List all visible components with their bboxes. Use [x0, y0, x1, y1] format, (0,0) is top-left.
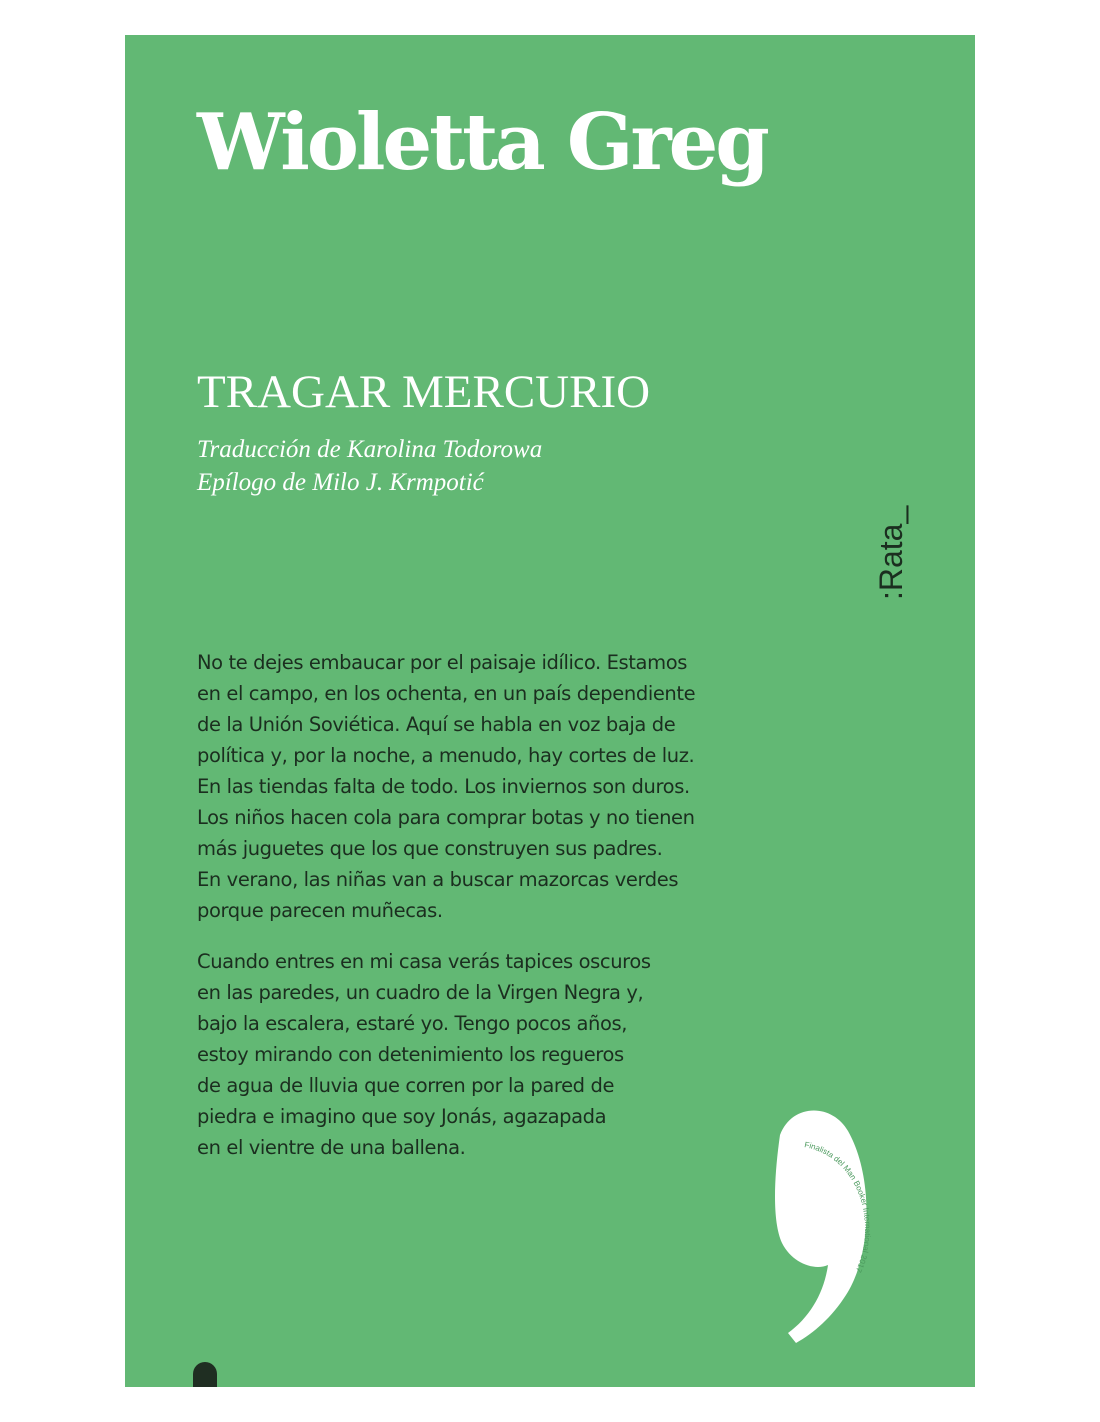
author-name: Wioletta Greg — [197, 97, 767, 188]
synopsis — [197, 647, 847, 1183]
badge-text: Finalista del Man Booker International 2017 — [803, 1140, 873, 1274]
synopsis-paragraph-2: Cuando entres en mi casa verás tapices oscuros en las paredes, un cuadro de la Virgen Negra y, bajo la escalera, estaré yo. Tengo pocos años, estoy mirando con detenimiento los regueros de agua de lluvia que corren por la pared de piedra e imagino que soy Jonás, agazapada en el vientre de una ballena. — [197, 950, 651, 1159]
book-title: TRAGAR MERCURIO — [197, 366, 651, 418]
book-cover — [125, 35, 975, 1387]
publisher-logo: :Rata_ — [873, 505, 909, 600]
translation-credit: Traducción de Karolina Todorowa — [197, 436, 543, 463]
epilogue-credit: Epílogo de Milo J. Krmpotić — [197, 469, 484, 496]
bookmark-icon — [193, 1362, 217, 1387]
synopsis-paragraph-1: No te dejes embaucar por el paisaje idílico. Estamos en el campo, en los ochenta, en un país dependiente de la Unión Soviética. Aquí se habla en voz baja de política y, por la noche, a menudo, hay cortes de luz. En las tiendas falta de todo. Los inviernos son duros. Los niños hacen cola para comprar botas y no tienen más juguetes que los que construyen sus padres. En verano, las niñas van a buscar mazorcas verdes porque parecen muñecas. — [197, 651, 696, 922]
comma-badge-icon — [770, 1095, 900, 1345]
